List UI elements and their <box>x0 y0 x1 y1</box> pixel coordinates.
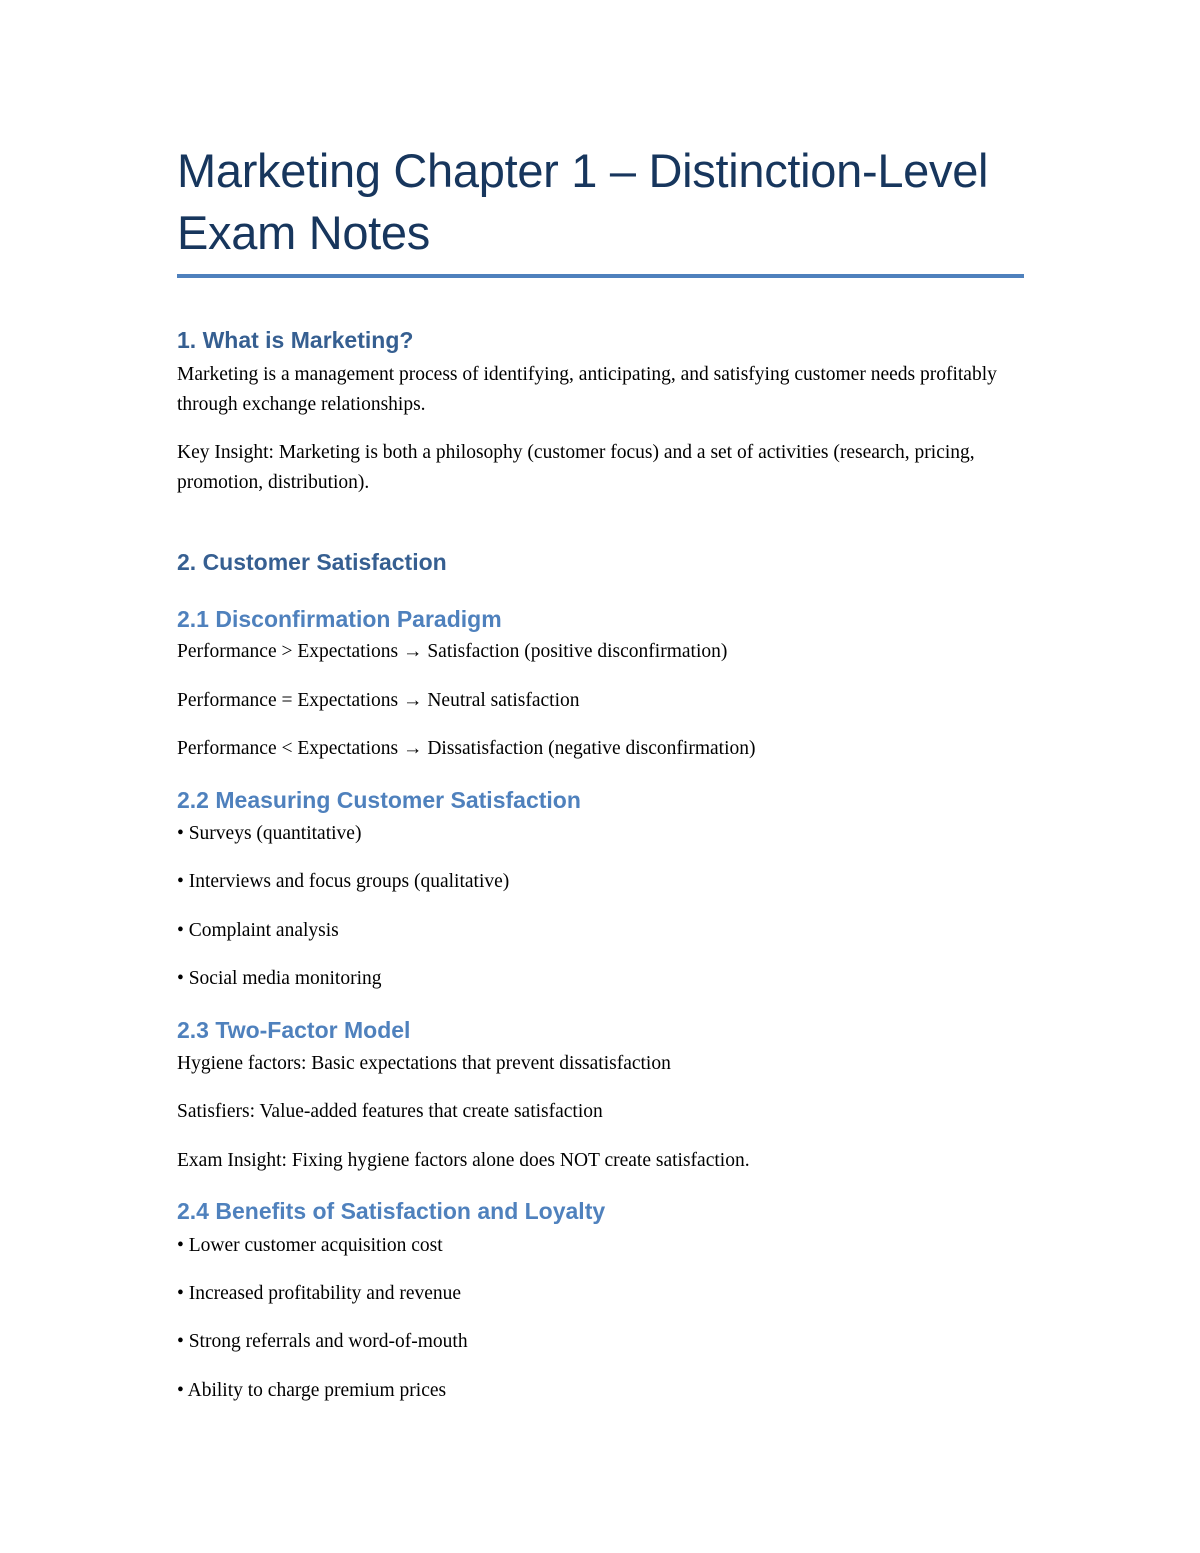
paragraph-text: Performance = Expectations → Neutral satisfaction <box>177 690 580 711</box>
paragraph <box>177 360 1025 420</box>
subsection-benefits <box>177 1197 1025 1225</box>
paragraph-text: Exam Insight: Fixing hygiene factors alone does NOT create satisfaction. <box>177 1150 750 1171</box>
bullet-text: • Increased profitability and revenue <box>177 1283 462 1304</box>
list-item <box>177 1231 1025 1261</box>
subsection-two-factor-model <box>177 1016 1025 1044</box>
section-heading: 1. What is Marketing? <box>177 327 414 353</box>
subsection-heading: 2.2 Measuring Customer Satisfaction <box>177 787 581 813</box>
paragraph-text: Satisfiers: Value-added features that create satisfaction <box>177 1101 603 1122</box>
paragraph-text: Hygiene factors: Basic expectations that prevent dissatisfaction <box>177 1053 671 1074</box>
section-what-is-marketing <box>177 326 1025 354</box>
section-customer-satisfaction <box>177 548 1025 576</box>
subsection-heading: 2.4 Benefits of Satisfaction and Loyalty <box>177 1198 606 1224</box>
document-title-line-2: Exam Notes <box>177 206 430 259</box>
subsection-disconfirmation-paradigm <box>177 605 1025 633</box>
list-item <box>177 734 1025 764</box>
bullet-text: • Lower customer acquisition cost <box>177 1235 443 1256</box>
bullet-text: • Strong referrals and word-of-mouth <box>177 1331 468 1352</box>
list-item <box>177 819 1025 849</box>
bullet-text: • Social media monitoring <box>177 968 382 989</box>
title-block <box>177 140 1025 278</box>
bullet-text: • Ability to charge premium prices <box>177 1380 447 1401</box>
list-item <box>177 1049 1025 1079</box>
paragraph-text: Performance > Expectations → Satisfaction (positive disconfirmation) <box>177 641 728 662</box>
list-item <box>177 867 1025 897</box>
paragraph <box>177 438 1025 498</box>
subsection-heading: 2.3 Two-Factor Model <box>177 1017 411 1043</box>
bullet-text: • Complaint analysis <box>177 920 339 941</box>
subsection-heading: 2.1 Disconfirmation Paradigm <box>177 606 502 632</box>
list-item <box>177 686 1025 716</box>
title-underline-rule <box>177 274 1024 278</box>
bullet-text: • Surveys (quantitative) <box>177 823 362 844</box>
list-item <box>177 1376 1025 1406</box>
subsection-measuring-satisfaction <box>177 786 1025 814</box>
list-item <box>177 964 1025 994</box>
list-item <box>177 1279 1025 1309</box>
list-item <box>177 1097 1025 1127</box>
list-item <box>177 1146 1025 1176</box>
bullet-text: • Interviews and focus groups (qualitative) <box>177 871 510 892</box>
paragraph-text: Key Insight: Marketing is both a philosophy (customer focus) and a set of activities (research, pricing, promotion, distribution). <box>177 442 975 493</box>
paragraph-text: Marketing is a management process of identifying, anticipating, and satisfying customer needs profitably through exchange relationships. <box>177 364 997 415</box>
list-item <box>177 916 1025 946</box>
paragraph-text: Performance < Expectations → Dissatisfaction (negative disconfirmation) <box>177 738 756 759</box>
section-heading: 2. Customer Satisfaction <box>177 549 447 575</box>
list-item <box>177 1327 1025 1357</box>
document-title-line-1: Marketing Chapter 1 – Distinction-Level <box>177 144 989 197</box>
list-item <box>177 637 1025 667</box>
